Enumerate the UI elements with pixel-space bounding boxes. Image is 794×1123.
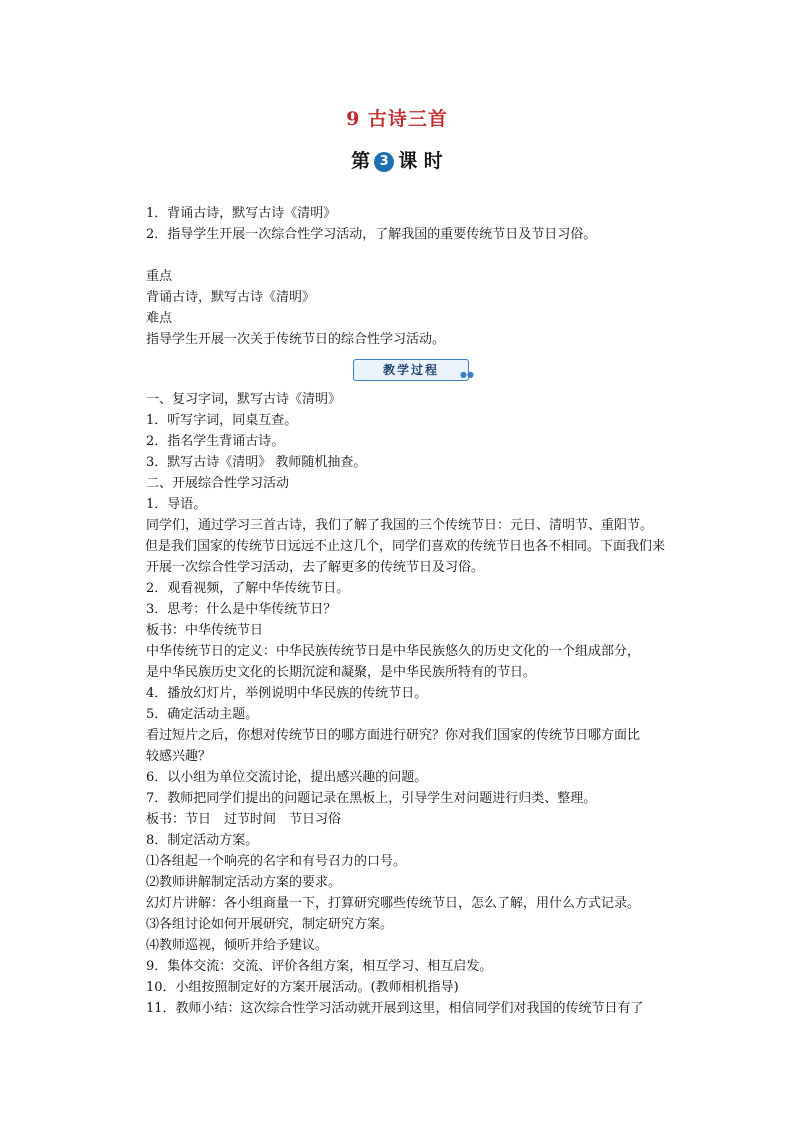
process-line: 7．教师把同学们提出的问题记录在黑板上，引导学生对问题进行归类、整理。 xyxy=(146,791,597,806)
document-title: 9 古诗三首 xyxy=(346,108,448,130)
process-line: ⑷教师巡视，倾听并给予建议。 xyxy=(146,938,329,953)
focus-label: 重点 xyxy=(146,269,173,284)
section-badge-teaching-process xyxy=(353,359,474,381)
process-line: 但是我们国家的传统节日远远不止这几个，同学们喜欢的传统节日也各不相同。下面我们来 xyxy=(145,539,666,554)
lesson-suffix: 课 时 xyxy=(398,150,443,172)
goal-line: 2．指导学生开展一次综合性学习活动，了解我国的重要传统节日及节日习俗。 xyxy=(146,227,597,242)
process-line: 较感兴趣？ xyxy=(146,749,212,764)
goal-line: 1．背诵古诗，默写古诗《清明》 xyxy=(146,206,337,221)
process-line: 2．观看视频，了解中华传统节日。 xyxy=(146,581,350,596)
lesson-number-badge: 3 xyxy=(374,152,394,172)
process-line: 开展一次综合性学习活动，去了解更多的传统节日及习俗。 xyxy=(146,560,485,575)
focus-text: 背诵古诗，默写古诗《清明》 xyxy=(146,290,316,305)
process-line: 8．制定活动方案。 xyxy=(146,833,259,848)
process-line: 板书：中华传统节日 xyxy=(146,623,264,638)
goals-section xyxy=(146,203,686,245)
process-line: 同学们，通过学习三首古诗，我们了解了我国的三个传统节日：元日、清明节、重阳节。 xyxy=(146,518,654,533)
difficulty-label: 难点 xyxy=(146,311,173,326)
process-line: 4．播放幻灯片，举例说明中华民族的传统节日。 xyxy=(146,686,428,701)
lesson-prefix: 第 xyxy=(351,150,371,172)
process-line: ⑵教师讲解制定活动方案的要求。 xyxy=(146,875,342,890)
process-line: 5．确定活动主题。 xyxy=(146,707,259,722)
badge-dots-icon: ●● xyxy=(460,369,474,379)
focus-section xyxy=(146,266,686,350)
process-line: 2．指名学生背诵古诗。 xyxy=(146,434,285,449)
process-line: 板书：节日 过节时间 节日习俗 xyxy=(146,812,342,827)
process-line: 9．集体交流：交流、评价各组方案，相互学习、相互启发。 xyxy=(146,959,493,974)
section-badge-label: 教学过程 xyxy=(382,363,439,377)
process-line: 中华传统节日的定义：中华民族传统节日是中华民族悠久的历史文化的一个组成部分， xyxy=(146,644,641,659)
process-line: 一、复习字词，默写古诗《清明》 xyxy=(146,392,342,407)
process-section xyxy=(146,389,686,1019)
process-line: 幻灯片讲解：各小组商量一下，打算研究哪些传统节日，怎么了解，用什么方式记录。 xyxy=(146,896,641,911)
process-line: 11．教师小结：这次综合性学习活动就开展到这里，相信同学们对我国的传统节日有了 xyxy=(146,1001,644,1016)
process-line: ⑶各组讨论如何开展研究，制定研究方案。 xyxy=(146,917,394,932)
lesson-heading xyxy=(0,146,794,173)
process-line: 看过短片之后，你想对传统节日的哪方面进行研究？你对我们国家的传统节日哪方面比 xyxy=(146,728,641,743)
process-line: 6．以小组为单位交流讨论，提出感兴趣的问题。 xyxy=(146,770,428,785)
process-line: 1．导语。 xyxy=(146,497,207,512)
process-line: 二、开展综合性学习活动 xyxy=(146,476,290,491)
process-line: 1．听写字词，同桌互查。 xyxy=(146,413,298,428)
process-line: 10．小组按照制定好的方案开展活动。(教师相机指导) xyxy=(146,980,459,995)
process-line: 3．默写古诗《清明》 教师随机抽查。 xyxy=(146,455,367,470)
difficulty-text: 指导学生开展一次关于传统节日的综合性学习活动。 xyxy=(146,332,446,347)
process-line: 是中华民族历史文化的长期沉淀和凝聚，是中华民族所特有的节日。 xyxy=(146,665,537,680)
process-line: 3．思考：什么是中华传统节日？ xyxy=(146,602,337,617)
process-line: ⑴各组起一个响亮的名字和有号召力的口号。 xyxy=(146,854,407,869)
